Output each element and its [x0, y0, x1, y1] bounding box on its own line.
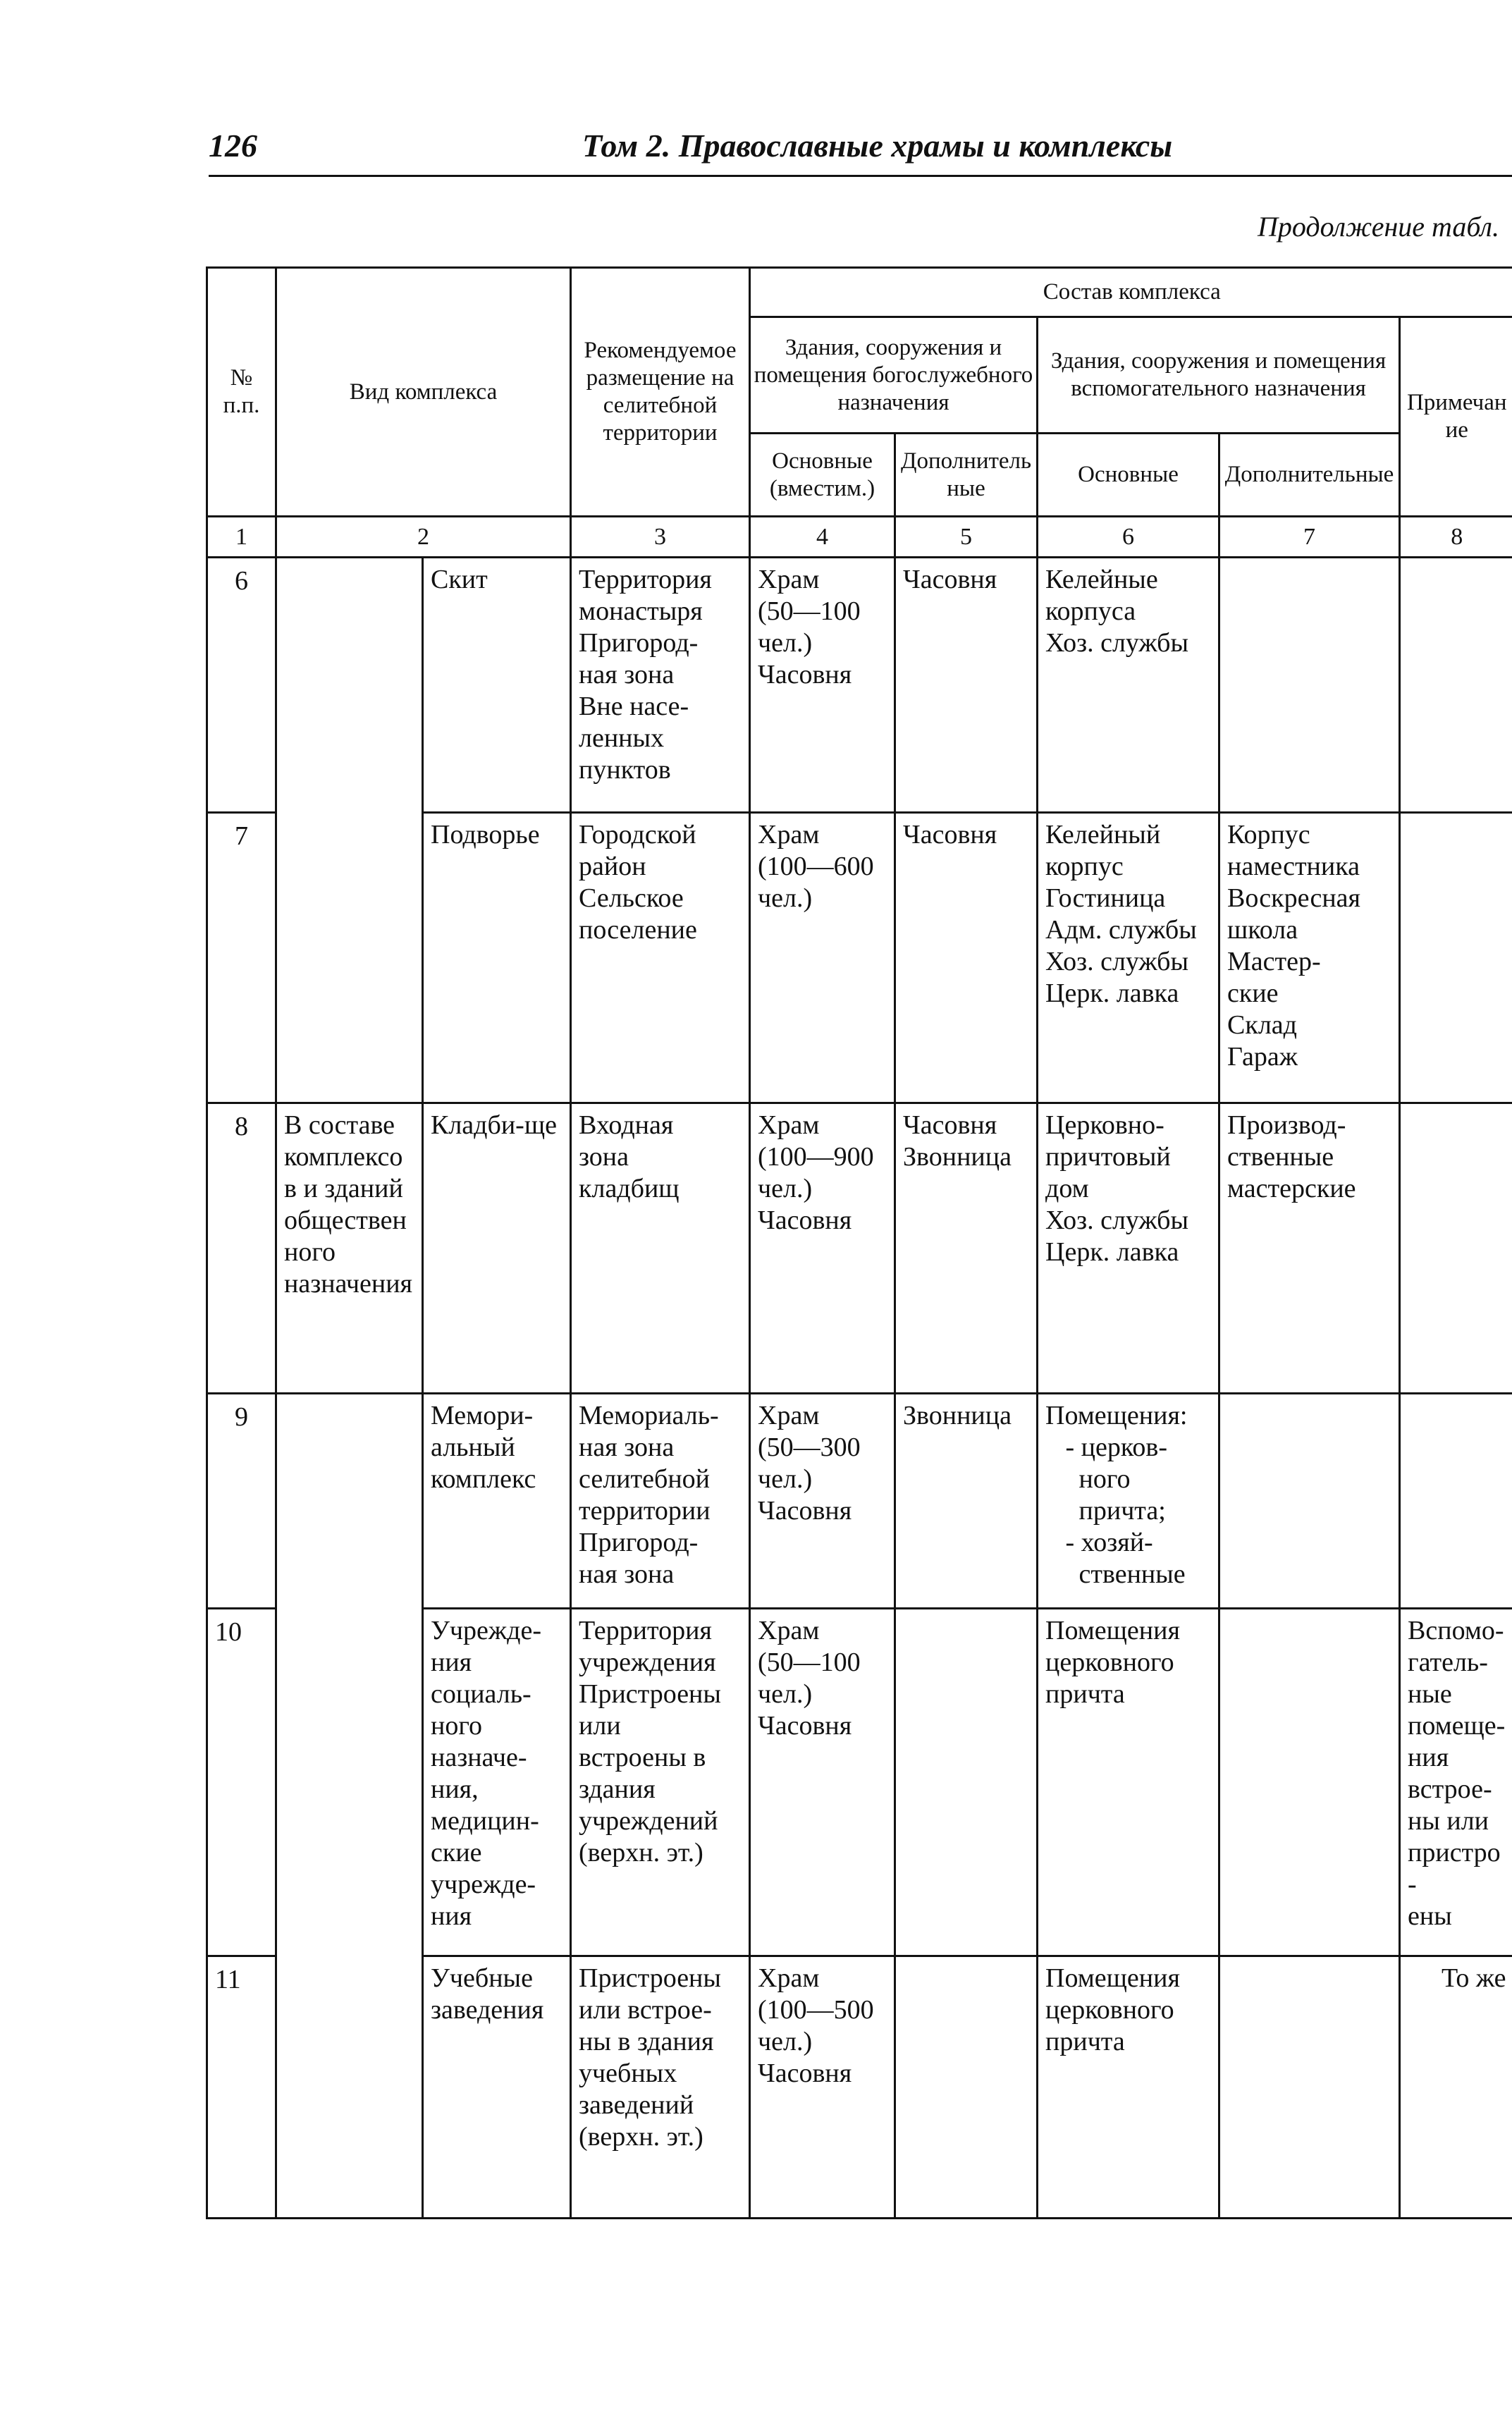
aux-main	[1038, 1956, 1219, 2219]
col-number: 5	[895, 517, 1038, 558]
col-number: 4	[750, 517, 895, 558]
note	[1400, 1103, 1512, 1394]
cell-line: мастерские	[1227, 1174, 1356, 1203]
col-number: 1	[207, 517, 276, 558]
cell-line: Мастер-	[1227, 947, 1321, 976]
cell-line: ственные	[1227, 1142, 1334, 1172]
cell-line: Храм	[758, 1963, 820, 1993]
table-row	[207, 1103, 1512, 1394]
cell-line: чел.)	[758, 1174, 813, 1203]
cell-line: причта	[1045, 2027, 1125, 2056]
table-row	[207, 1394, 1512, 1609]
cell-line: Производ-	[1227, 1110, 1346, 1140]
worship-main	[750, 558, 895, 813]
header-worship-main: Основные (вместим.)	[750, 434, 895, 517]
cell-line: Церк. лавка	[1045, 979, 1179, 1008]
aux-additional	[1219, 1956, 1400, 2219]
aux-additional	[1219, 1609, 1400, 1956]
header-auxiliary: Здания, сооружения и помещения вспомогательного назначения	[1038, 317, 1400, 434]
cell-line: дом	[1045, 1174, 1089, 1203]
worship-main	[750, 1103, 895, 1394]
cell-line: церковного	[1045, 1995, 1174, 2025]
header-composition: Состав комплекса	[750, 268, 1512, 317]
cell-line: чел.)	[758, 2027, 813, 2056]
cell-line: ная зона	[579, 1433, 675, 1462]
cell-line: или встрое-	[579, 1995, 712, 2025]
cell-line: Вне насе-	[579, 692, 689, 721]
header-worship: Здания, сооружения и помещения богослужебного назначения	[750, 317, 1038, 434]
col-number: 6	[1038, 517, 1219, 558]
note	[1400, 1609, 1512, 1956]
placement	[571, 1103, 750, 1394]
aux-main	[1038, 1609, 1219, 1956]
cell-line: (50—300	[758, 1433, 861, 1462]
cell-line: встрое-	[1408, 1774, 1492, 1804]
worship-main	[750, 1956, 895, 2219]
header-aux-additional: Дополнительные	[1219, 434, 1400, 517]
cell-line: ния	[1408, 1743, 1449, 1772]
aux-main	[1038, 813, 1219, 1103]
cell-line: ные	[1408, 1679, 1452, 1709]
cell-line: Адм. службы	[1045, 915, 1197, 945]
complex-type: Подворье	[423, 813, 571, 1103]
worship-main	[750, 1394, 895, 1609]
cell-line: территории	[579, 1496, 711, 1526]
cell-line: ны или	[1408, 1806, 1489, 1836]
complex-type: Скит	[423, 558, 571, 813]
cell-line: Храм	[758, 1110, 820, 1140]
cell-line: причта	[1045, 1679, 1125, 1709]
header-note: Примечание	[1400, 317, 1512, 517]
worship-additional	[895, 1609, 1038, 1956]
cell-line: Звонница	[903, 1401, 1012, 1430]
header-aux-main: Основные	[1038, 434, 1219, 517]
complex-type: Учрежде-ния социаль-ного назначе-ния, медицин-ские учрежде-ния	[423, 1609, 571, 1956]
cell-line: Келейный	[1045, 820, 1161, 849]
worship-additional	[895, 558, 1038, 813]
cell-line: Хоз. службы	[1045, 628, 1189, 658]
cell-line: ены	[1408, 1901, 1452, 1931]
worship-main	[750, 813, 895, 1103]
aux-additional	[1219, 1394, 1400, 1609]
cell-line: Помещения	[1045, 1963, 1180, 1993]
cell-line: чел.)	[758, 1679, 813, 1709]
cell-line: (100—500	[758, 1995, 874, 2025]
complex-type: Мемори-альный комплекс	[423, 1394, 571, 1609]
cell-line: заведений	[579, 2090, 694, 2120]
page-number: 126	[209, 128, 257, 164]
cell-line: корпус	[1045, 852, 1124, 881]
cell-line: Пригород-	[579, 628, 699, 658]
cell-line: Склад	[1227, 1010, 1297, 1040]
cell-line: - церков-	[1045, 1433, 1168, 1462]
cell-line: Келейные	[1045, 565, 1158, 594]
cell-line: Воскресная	[1227, 883, 1360, 913]
worship-main	[750, 1609, 895, 1956]
group-label: В составе комплексов и зданий общественного назначения	[276, 1103, 423, 1394]
cell-line: Пристроены	[579, 1679, 721, 1709]
cell-line: наместника	[1227, 852, 1360, 881]
col-number: 2	[276, 517, 571, 558]
cell-line: корпуса	[1045, 596, 1136, 626]
cell-line: Храм	[758, 1401, 820, 1430]
cell-line: ленных	[579, 723, 665, 753]
col-number: 8	[1400, 517, 1512, 558]
cell-line: ственные	[1045, 1559, 1186, 1589]
cell-line: Входная	[579, 1110, 674, 1140]
empty-group-cell	[276, 1394, 423, 2219]
cell-line: район	[579, 852, 646, 881]
cell-line: ские	[1227, 979, 1279, 1008]
cell-line: Городской	[579, 820, 696, 849]
cell-line: чел.)	[758, 628, 813, 658]
cell-line: ны в здания	[579, 2027, 714, 2056]
cell-line: Часовня	[903, 820, 997, 849]
cell-line: поселение	[579, 915, 697, 945]
cell-line: Хоз. службы	[1045, 1206, 1189, 1235]
empty-group-cell	[276, 558, 423, 1103]
cell-line: Часовня	[758, 1206, 852, 1235]
cell-line: монастыря	[579, 596, 703, 626]
cell-line: Часовня	[758, 660, 852, 689]
worship-additional	[895, 1103, 1038, 1394]
page-header	[209, 127, 1512, 176]
header-num: № п.п.	[207, 268, 276, 517]
cell-line: ная зона	[579, 1559, 675, 1589]
row-number: 11	[207, 1956, 276, 2219]
cell-line: чел.)	[758, 883, 813, 913]
worship-additional	[895, 1394, 1038, 1609]
cell-line: (верхн. эт.)	[579, 2122, 703, 2152]
cell-line: (100—900	[758, 1142, 874, 1172]
cell-line: пунктов	[579, 755, 671, 785]
cell-line: Часовня	[758, 1496, 852, 1526]
cell-line: Пристроены	[579, 1963, 721, 1993]
cell-line: чел.)	[758, 1464, 813, 1494]
cell-line: То же	[1442, 1963, 1506, 1993]
cell-line: (верхн. эт.)	[579, 1838, 703, 1867]
aux-main	[1038, 1103, 1219, 1394]
cell-line: Часовня	[903, 1110, 997, 1140]
note	[1400, 813, 1512, 1103]
complex-type: Кладби-ще	[423, 1103, 571, 1394]
cell-line: Храм	[758, 565, 820, 594]
cell-line: школа	[1227, 915, 1298, 945]
note	[1400, 1956, 1512, 2219]
cell-line: причтовый	[1045, 1142, 1171, 1172]
row-number: 6	[207, 558, 276, 813]
note	[1400, 558, 1512, 813]
aux-main	[1038, 1394, 1219, 1609]
note	[1400, 1394, 1512, 1609]
aux-main	[1038, 558, 1219, 813]
cell-line: здания	[579, 1774, 656, 1804]
cell-line: Часовня	[758, 1711, 852, 1741]
cell-line: Территория	[579, 1616, 712, 1645]
worship-additional	[895, 1956, 1038, 2219]
running-title: Том 2. Православные храмы и комплексы	[582, 128, 1173, 164]
placement	[571, 558, 750, 813]
placement	[571, 1956, 750, 2219]
cell-line: Звонница	[903, 1142, 1012, 1172]
cell-line: причта;	[1045, 1496, 1166, 1526]
cell-line: Церковно-	[1045, 1110, 1164, 1140]
cell-line: помеще-	[1408, 1711, 1506, 1741]
cell-line: Мемориаль-	[579, 1401, 719, 1430]
continuation-label: Продолжение табл.	[1257, 211, 1499, 243]
cell-line: Сельское	[579, 883, 684, 913]
cell-line: Часовня	[758, 2059, 852, 2088]
cell-line: (50—100	[758, 1648, 861, 1677]
cell-line: Гостиница	[1045, 883, 1166, 913]
cell-line: (100—600	[758, 852, 874, 881]
row-number: 8	[207, 1103, 276, 1394]
cell-line: селитебной	[579, 1464, 710, 1494]
cell-line: Храм	[758, 1616, 820, 1645]
header-worship-additional: Дополнительные	[895, 434, 1038, 517]
aux-additional	[1219, 558, 1400, 813]
cell-line: Помещения	[1045, 1616, 1180, 1645]
cell-line: зона	[579, 1142, 629, 1172]
cell-line: или	[579, 1711, 621, 1741]
cell-line: Корпус	[1227, 820, 1310, 849]
cell-line: Вспомо-	[1408, 1616, 1504, 1645]
complex-table	[206, 266, 1512, 2219]
cell-line: учреждения	[579, 1648, 716, 1677]
cell-line: учреждений	[579, 1806, 718, 1836]
cell-line: гатель-	[1408, 1648, 1488, 1677]
cell-line: Часовня	[903, 565, 997, 594]
cell-line: (50—100	[758, 596, 861, 626]
cell-line: Храм	[758, 820, 820, 849]
cell-line: церковного	[1045, 1648, 1174, 1677]
cell-line: Пригород-	[579, 1528, 699, 1557]
placement	[571, 1394, 750, 1609]
cell-line: учебных	[579, 2059, 677, 2088]
cell-line: Хоз. службы	[1045, 947, 1189, 976]
aux-additional	[1219, 1103, 1400, 1394]
col-number: 7	[1219, 517, 1400, 558]
placement	[571, 1609, 750, 1956]
row-number: 7	[207, 813, 276, 1103]
cell-line: - хозяй-	[1045, 1528, 1153, 1557]
cell-line: кладбищ	[579, 1174, 680, 1203]
cell-line: пристро-	[1408, 1838, 1501, 1899]
header-placement: Рекомендуемое размещение на селитебной территории	[571, 268, 750, 517]
table-row	[207, 558, 1512, 813]
cell-line: ного	[1045, 1464, 1131, 1494]
header-rule	[209, 175, 1512, 177]
cell-line: Помещения:	[1045, 1401, 1188, 1430]
row-number: 10	[207, 1609, 276, 1956]
complex-type: Учебные заведения	[423, 1956, 571, 2219]
worship-additional	[895, 813, 1038, 1103]
header-type: Вид комплекса	[276, 268, 571, 517]
placement	[571, 813, 750, 1103]
row-number: 9	[207, 1394, 276, 1609]
cell-line: встроены в	[579, 1743, 706, 1772]
cell-line: ная зона	[579, 660, 675, 689]
col-number: 3	[571, 517, 750, 558]
cell-line: Церк. лавка	[1045, 1237, 1179, 1267]
cell-line: Территория	[579, 565, 712, 594]
aux-additional	[1219, 813, 1400, 1103]
cell-line: Гараж	[1227, 1042, 1298, 1072]
